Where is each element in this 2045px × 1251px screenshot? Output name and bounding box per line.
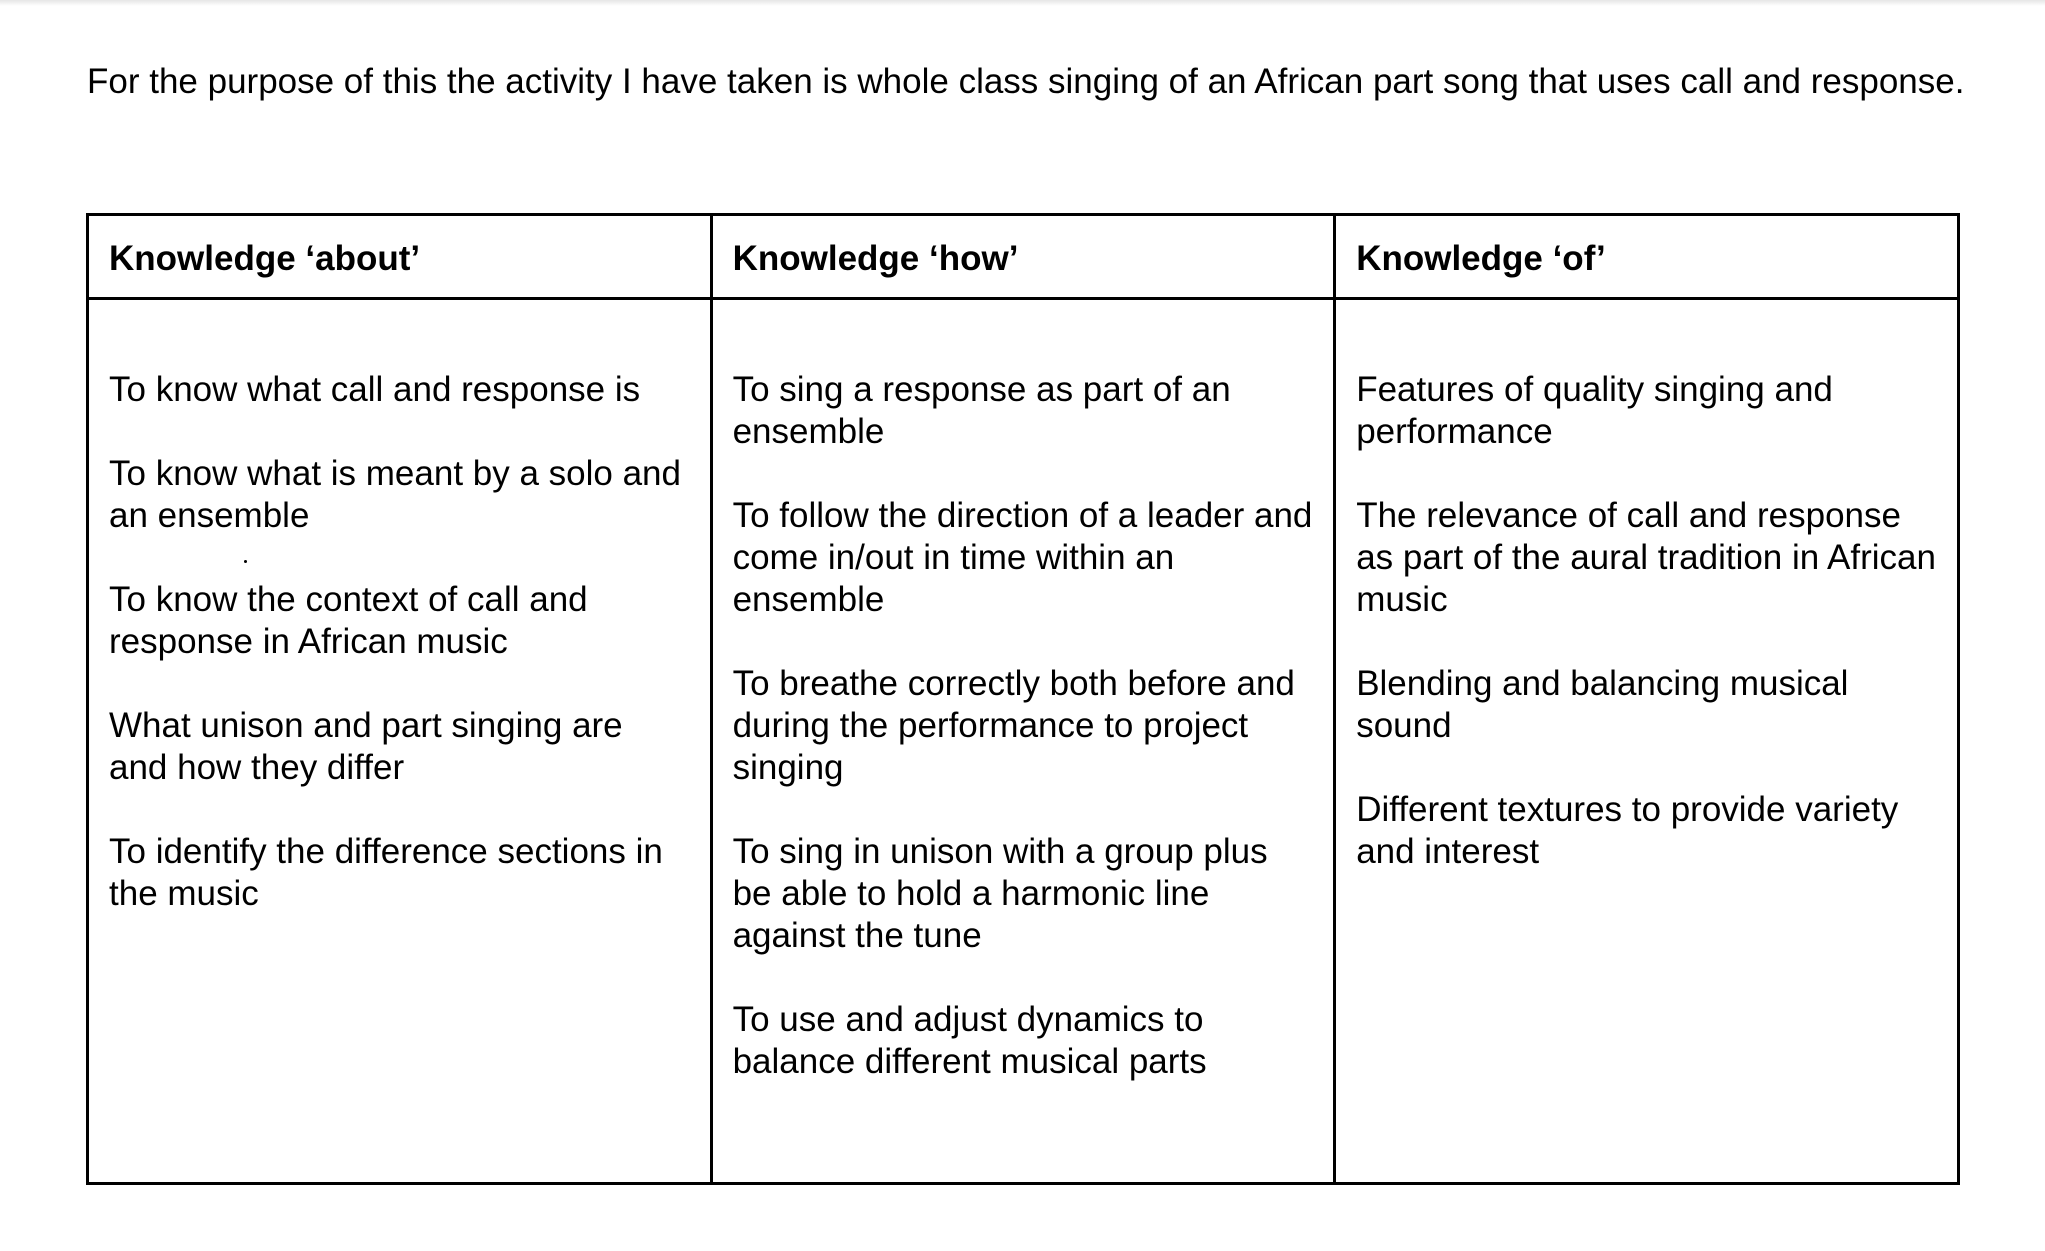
list-item: To identify the difference sections in the music: [109, 832, 663, 913]
list-item: Different textures to provide variety and interest: [1356, 790, 1899, 871]
list-item: To breathe correctly both before and during the performance to project singing: [732, 664, 1295, 787]
header-knowledge-how: Knowledge ‘how’: [711, 215, 1335, 299]
list-item: To know the context of call and response in African music: [109, 580, 588, 661]
list-item: To use and adjust dynamics to balance different musical parts: [732, 1000, 1207, 1081]
stray-dot-mark: [244, 560, 247, 563]
intro-paragraph: For the purpose of this the activity I have taken is whole class singing of an African part song that uses call and response.: [87, 62, 1965, 101]
header-knowledge-of: Knowledge ‘of’: [1335, 215, 1959, 299]
list-item: Features of quality singing and performance: [1356, 370, 1833, 451]
knowledge-table: [86, 213, 1960, 1185]
cell-knowledge-of: [1335, 299, 1959, 1184]
list-item: The relevance of call and response as part of the aural tradition in African music: [1356, 496, 1936, 619]
page-top-shadow: [0, 0, 2045, 6]
list-item: To sing a response as part of an ensemble: [732, 370, 1231, 451]
cell-knowledge-how: [711, 299, 1335, 1184]
list-item: To sing in unison with a group plus be able to hold a harmonic line against the tune: [732, 832, 1268, 955]
list-item: What unison and part singing are and how they differ: [109, 706, 623, 787]
list-item: To follow the direction of a leader and come in/out in time within an ensemble: [732, 496, 1313, 619]
list-item: Blending and balancing musical sound: [1356, 664, 1849, 745]
cell-knowledge-about: [88, 299, 712, 1184]
list-item: To know what is meant by a solo and an ensemble: [109, 454, 681, 535]
table-header-row: [88, 215, 1959, 299]
list-item: To know what call and response is: [109, 370, 641, 409]
table-row: [88, 299, 1959, 1184]
header-knowledge-about: Knowledge ‘about’: [88, 215, 712, 299]
